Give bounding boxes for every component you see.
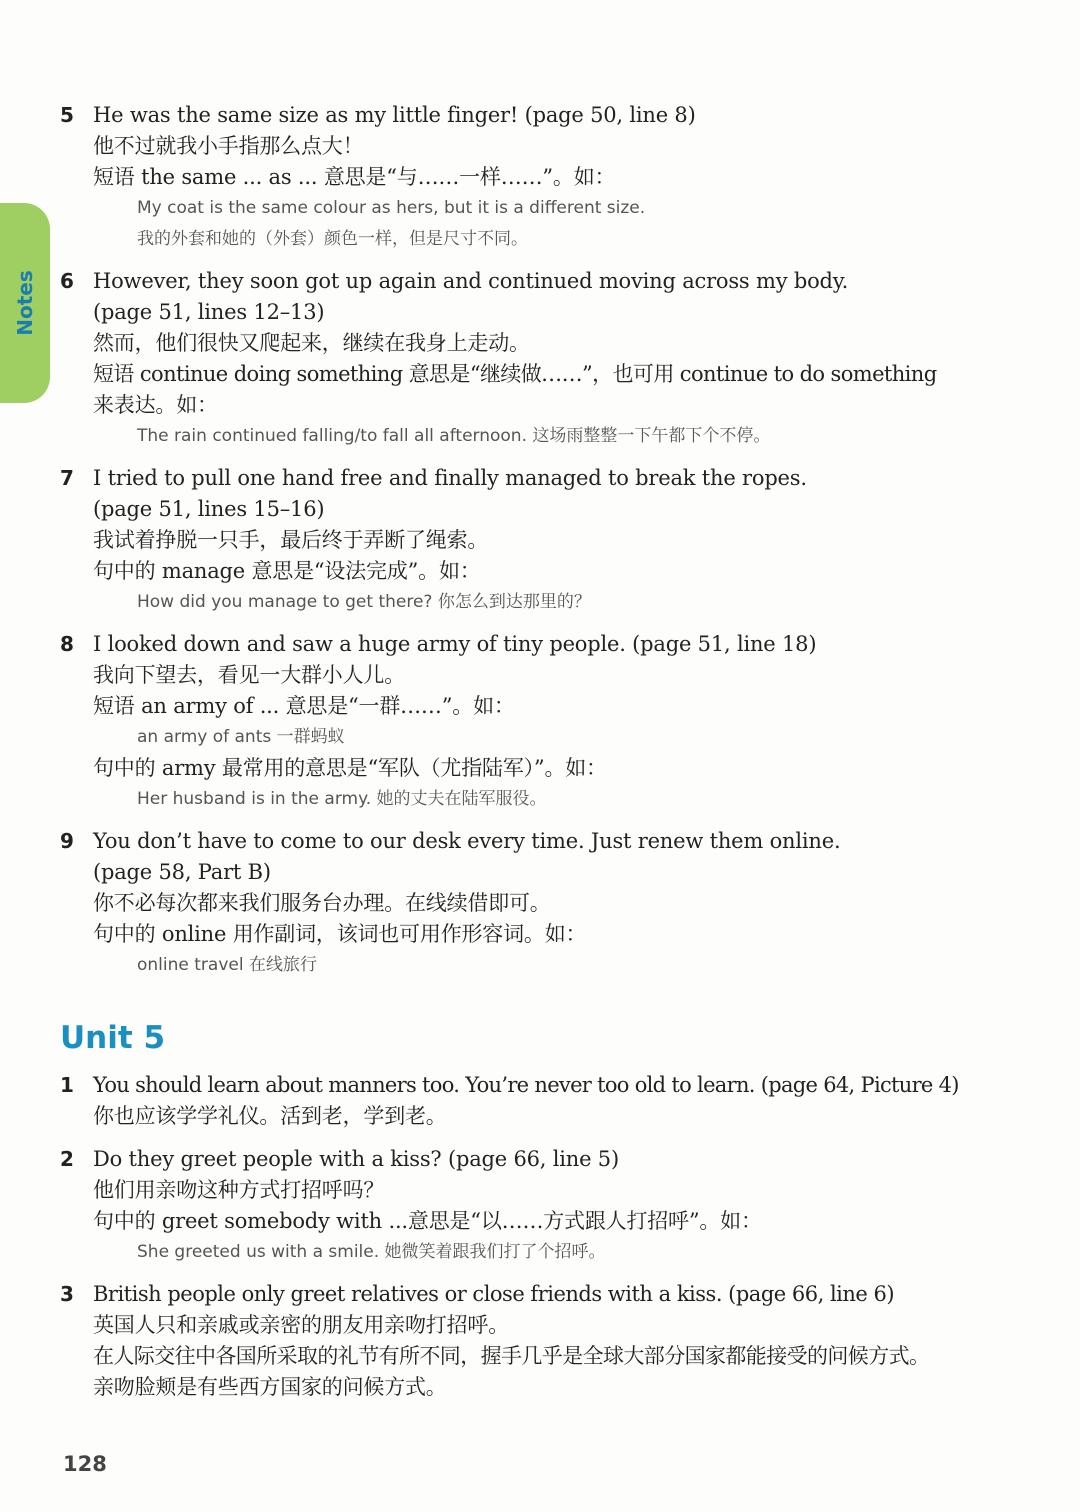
note-example: 我的外套和她的（外套）颜色一样，但是尺寸不同。: [137, 229, 528, 249]
notes-side-tab: [0, 203, 50, 403]
note-example: She greeted us with a smile. 她微笑着跟我们打了个招呼。: [137, 1242, 606, 1262]
note-explanation: 短语 an army of ... 意思是“一群……”。如：: [93, 694, 515, 718]
note-sentence: He was the same size as my little finger! (page 50, line 8): [93, 103, 696, 127]
note-sentence: You should learn about manners too. You’re never too old to learn. (page 64, Picture 4): [93, 1073, 959, 1097]
note-number: 7: [60, 466, 74, 490]
note-number: 1: [60, 1073, 74, 1097]
note-number: 8: [60, 632, 74, 656]
notes-tab-label: Notes: [13, 270, 38, 336]
note-explanation: 句中的 manage 意思是“设法完成”。如：: [93, 559, 481, 583]
note-number: 3: [60, 1282, 74, 1306]
note-reference: (page 51, lines 12–13): [93, 300, 325, 324]
note-reference: (page 51, lines 15–16): [93, 497, 325, 521]
note-sentence: British people only greet relatives or close friends with a kiss. (page 66, line 6): [93, 1282, 895, 1306]
page-number: 128: [63, 1452, 107, 1476]
note-number: 6: [60, 269, 74, 293]
note-sentence: I looked down and saw a huge army of tiny people. (page 51, line 18): [93, 632, 817, 656]
note-explanation: 句中的 greet somebody with ...意思是“以……方式跟人打招呼”。如：: [93, 1209, 762, 1233]
note-translation: 我试着挣脱一只手，最后终于弄断了绳索。: [93, 528, 489, 552]
note-explanation: 短语 the same ... as ... 意思是“与……一样……”。如：: [93, 165, 616, 189]
unit-heading: Unit 5: [60, 1020, 166, 1056]
note-number: 5: [60, 103, 74, 127]
note-translation: 你也应该学学礼仪。活到老，学到老。: [93, 1104, 447, 1128]
note-example: Her husband is in the army. 她的丈夫在陆军服役。: [137, 789, 547, 809]
note-example: How did you manage to get there? 你怎么到达那里的？: [137, 592, 591, 612]
note-sentence: You don’t have to come to our desk every time. Just renew them online.: [93, 829, 841, 853]
note-translation: 英国人只和亲戚或亲密的朋友用亲吻打招呼。: [93, 1313, 509, 1337]
note-explanation: 来表达。如：: [93, 393, 218, 417]
note-example: an army of ants 一群蚂蚁: [137, 727, 345, 747]
note-sentence: However, they soon got up again and continued moving across my body.: [93, 269, 849, 293]
note-sentence: Do they greet people with a kiss? (page 66, line 5): [93, 1147, 619, 1171]
note-translation: 他不过就我小手指那么点大！: [93, 134, 364, 158]
note-explanation: 句中的 online 用作副词，该词也可用作形容词。如：: [93, 922, 587, 946]
note-example: My coat is the same colour as hers, but it is a different size.: [137, 198, 646, 218]
note-number: 9: [60, 829, 74, 853]
note-explanation: 在人际交往中各国所采取的礼节有所不同，握手几乎是全球大部分国家都能接受的问候方式。: [93, 1344, 930, 1368]
note-explanation: 短语 continue doing something 意思是“继续做……”，也可用 continue to do something: [93, 362, 937, 386]
note-sentence: I tried to pull one hand free and finally managed to break the ropes.: [93, 466, 807, 490]
note-translation: 我向下望去，看见一大群小人儿。: [93, 663, 405, 687]
note-example: online travel 在线旅行: [137, 955, 317, 975]
note-number: 2: [60, 1147, 74, 1171]
note-example: The rain continued falling/to fall all afternoon. 这场雨整整一下午都下个不停。: [137, 426, 771, 446]
note-translation: 他们用亲吻这种方式打招呼吗？: [93, 1178, 385, 1202]
note-explanation: 句中的 army 最常用的意思是“军队（尤指陆军）”。如：: [93, 756, 607, 780]
note-translation: 你不必每次都来我们服务台办理。在线续借即可。: [93, 891, 551, 915]
note-translation: 然而，他们很快又爬起来，继续在我身上走动。: [93, 331, 530, 355]
note-explanation: 亲吻脸颊是有些西方国家的问候方式。: [93, 1375, 447, 1399]
note-reference: (page 58, Part B): [93, 860, 271, 884]
